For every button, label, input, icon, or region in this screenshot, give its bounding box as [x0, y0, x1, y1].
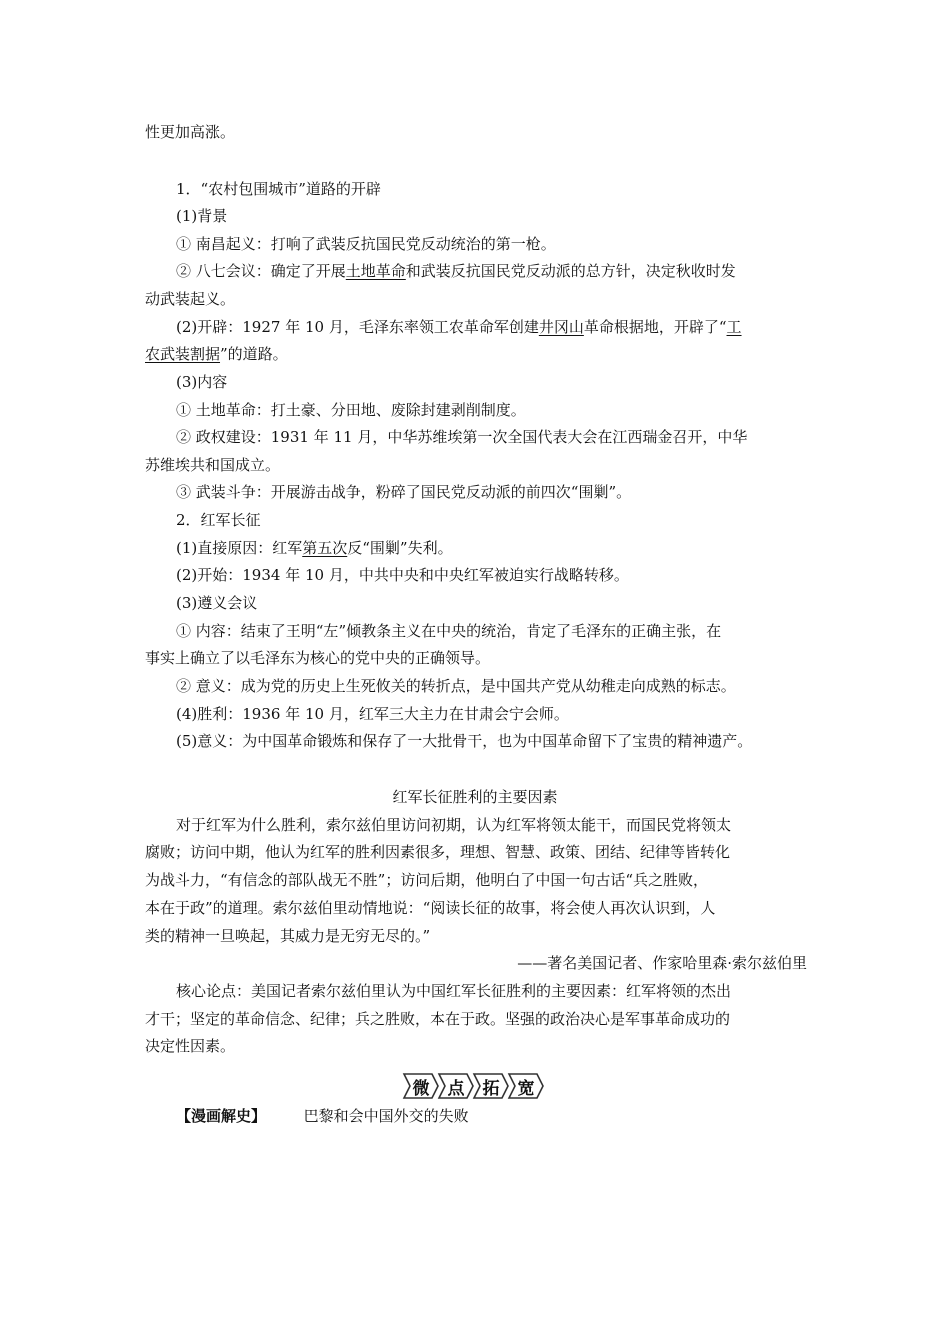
- comic-history-title: 巴黎和会中国外交的失败: [303, 1107, 469, 1125]
- text-line: ③ 武装斗争：开展游击战争，粉碎了国民党反动派的前四次“围剿”。: [176, 483, 632, 501]
- text-line: 性更加高涨。: [145, 123, 236, 141]
- text-line: ② 政权建设：1931 年 11 月，中华苏维埃第一次全国代表大会在江西瑞金召开，中华: [176, 428, 748, 446]
- comic-history-heading: [176, 1106, 469, 1126]
- text-line: (5)意义：为中国革命锻炼和保存了一大批骨干，也为中国革命留下了宝贵的精神遗产。: [176, 732, 753, 750]
- text-line: (2)开始：1934 年 10 月，中共中央和中央红军被迫实行战略转移。: [176, 566, 629, 584]
- underlined-term: 工: [726, 318, 742, 336]
- underlined-term: 第五次: [302, 539, 348, 557]
- quote-line: 腐败；访问中期，他认为红军的胜利因素很多，理想、智慧、政策、团结、纪律等皆转化: [145, 843, 731, 861]
- underlined-term: 土地革命: [345, 262, 406, 280]
- core-argument-line: 决定性因素。: [145, 1037, 236, 1055]
- banner-chevron: 拓: [472, 1072, 510, 1100]
- banner-chevron: 点: [437, 1072, 475, 1100]
- text-line: 事实上确立了以毛泽东为核心的党中央的正确领导。: [145, 649, 491, 667]
- quote-title: 红军长征胜利的主要因素: [392, 788, 558, 806]
- quote-source: ——著名美国记者、作家哈里森·索尔兹伯里: [517, 954, 807, 972]
- quote-line: 为战斗力，“有信念的部队战无不胜”；访问后期，他明白了中国一句古话“兵之胜败，: [145, 871, 709, 889]
- section-heading: 1．“农村包围城市”道路的开辟: [176, 180, 381, 198]
- quote-line: 对于红军为什么胜利，索尔兹伯里访问初期，认为红军将领太能干，而国民党将领太: [176, 816, 732, 834]
- subheading: (3)遵义会议: [176, 594, 258, 612]
- core-argument-line: 核心论点：美国记者索尔兹伯里认为中国红军长征胜利的主要因素：红军将领的杰出: [176, 982, 732, 1000]
- text-line: ① 内容：结束了王明“左”倾教条主义在中央的统治，肯定了毛泽东的正确主张，在: [176, 622, 722, 640]
- banner-chevron: 宽: [507, 1072, 545, 1100]
- text-line: (4)胜利：1936 年 10 月，红军三大主力在甘肃会宁会师。: [176, 705, 569, 723]
- underlined-term: 农武装割据: [145, 345, 221, 363]
- text-line: ① 南昌起义：打响了武装反抗国民党反动统治的第一枪。: [176, 235, 556, 253]
- text-line: ① 土地革命：打土豪、分田地、废除封建剥削制度。: [176, 401, 526, 419]
- text-line: (2)开辟：1927 年 10 月，毛泽东率领工农革命军创建井冈山革命根据地，开辟了“工: [176, 318, 742, 336]
- text-line: ② 意义：成为党的历史上生死攸关的转折点，是中国共产党从幼稚走向成熟的标志。: [176, 677, 736, 695]
- text-line: 农武装割据”的道路。: [145, 345, 288, 363]
- quote-line: 类的精神一旦唤起，其威力是无穷无尽的。”: [145, 927, 431, 945]
- subheading: (3)内容: [176, 373, 228, 391]
- quote-line: 本在于政”的道理。索尔兹伯里动情地说：“阅读长征的故事，将会使人再次认识到，人: [145, 899, 716, 917]
- text-line: 苏维埃共和国成立。: [145, 456, 281, 474]
- text-line: 动武装起义。: [145, 290, 236, 308]
- banner-chevron: 微: [402, 1072, 440, 1100]
- text-line: (1)直接原因：红军第五次反“围剿”失利。: [176, 539, 453, 557]
- subheading: (1)背景: [176, 207, 228, 225]
- micro-point-banner: [0, 1072, 950, 1100]
- section-heading: 2．红军长征: [176, 511, 261, 529]
- underlined-term: 井冈山: [538, 318, 584, 336]
- comic-history-tag: 【漫画解史】: [176, 1107, 267, 1125]
- text-line: ② 八七会议：确定了开展土地革命和武装反抗国民党反动派的总方针，决定秋收时发: [176, 262, 736, 280]
- core-argument-line: 才干；坚定的革命信念、纪律；兵之胜败，本在于政。坚强的政治决心是军事革命成功的: [145, 1010, 731, 1028]
